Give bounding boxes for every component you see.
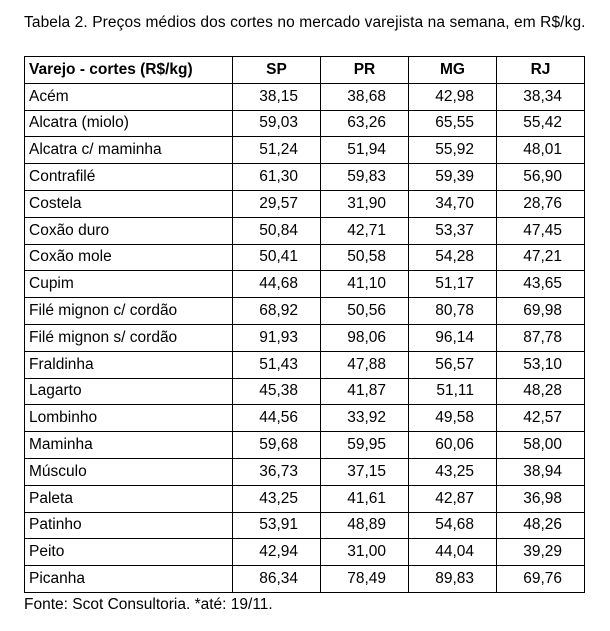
cell-rj: 87,78 [497, 324, 585, 351]
cell-rj: 48,01 [497, 137, 585, 164]
header-cut: Varejo - cortes (R$/kg) [25, 57, 233, 84]
cell-sp: 68,92 [233, 298, 321, 325]
cell-sp: 44,56 [233, 405, 321, 432]
table-row [25, 110, 585, 137]
cell-sp: 59,03 [233, 110, 321, 137]
cell-cut-name: Costela [25, 190, 233, 217]
cell-sp: 51,24 [233, 137, 321, 164]
cell-rj: 47,21 [497, 244, 585, 271]
cell-sp: 59,68 [233, 432, 321, 459]
table-row [25, 164, 585, 191]
cell-mg: 54,28 [409, 244, 497, 271]
table-header-row [25, 57, 585, 84]
table-row [25, 298, 585, 325]
cell-mg: 56,57 [409, 351, 497, 378]
cell-rj: 58,00 [497, 432, 585, 459]
cell-sp: 44,68 [233, 271, 321, 298]
table-row [25, 324, 585, 351]
cell-mg: 34,70 [409, 190, 497, 217]
cell-cut-name: Alcatra c/ maminha [25, 137, 233, 164]
cell-cut-name: Picanha [25, 566, 233, 593]
cell-cut-name: Filé mignon c/ cordão [25, 298, 233, 325]
cell-mg: 96,14 [409, 324, 497, 351]
cell-cut-name: Fraldinha [25, 351, 233, 378]
cell-mg: 42,98 [409, 83, 497, 110]
header-mg: MG [409, 57, 497, 84]
cell-pr: 78,49 [321, 566, 409, 593]
cell-rj: 43,65 [497, 271, 585, 298]
cell-pr: 48,89 [321, 512, 409, 539]
cell-rj: 48,28 [497, 378, 585, 405]
table-row [25, 539, 585, 566]
table-row [25, 512, 585, 539]
cell-rj: 69,98 [497, 298, 585, 325]
cell-rj: 36,98 [497, 485, 585, 512]
header-sp: SP [233, 57, 321, 84]
table-row [25, 271, 585, 298]
cell-rj: 42,57 [497, 405, 585, 432]
cell-sp: 91,93 [233, 324, 321, 351]
cell-cut-name: Músculo [25, 458, 233, 485]
cell-cut-name: Contrafilé [25, 164, 233, 191]
table-row [25, 83, 585, 110]
table-row [25, 137, 585, 164]
cell-rj: 48,26 [497, 512, 585, 539]
table-row [25, 458, 585, 485]
cell-sp: 50,41 [233, 244, 321, 271]
cell-sp: 43,25 [233, 485, 321, 512]
cell-mg: 53,37 [409, 217, 497, 244]
cell-pr: 51,94 [321, 137, 409, 164]
table-row [25, 432, 585, 459]
cell-cut-name: Peito [25, 539, 233, 566]
table-row [25, 217, 585, 244]
table-row [25, 405, 585, 432]
cell-pr: 42,71 [321, 217, 409, 244]
cell-mg: 60,06 [409, 432, 497, 459]
cell-pr: 33,92 [321, 405, 409, 432]
cell-pr: 41,87 [321, 378, 409, 405]
cell-mg: 51,11 [409, 378, 497, 405]
cell-cut-name: Lagarto [25, 378, 233, 405]
cell-rj: 53,10 [497, 351, 585, 378]
cell-sp: 61,30 [233, 164, 321, 191]
cell-rj: 38,94 [497, 458, 585, 485]
cell-pr: 59,83 [321, 164, 409, 191]
cell-cut-name: Acém [25, 83, 233, 110]
table-row [25, 351, 585, 378]
cell-mg: 51,17 [409, 271, 497, 298]
cell-rj: 56,90 [497, 164, 585, 191]
table-row [25, 190, 585, 217]
cell-mg: 54,68 [409, 512, 497, 539]
cell-pr: 38,68 [321, 83, 409, 110]
cell-mg: 80,78 [409, 298, 497, 325]
cell-sp: 86,34 [233, 566, 321, 593]
cell-rj: 28,76 [497, 190, 585, 217]
table-row [25, 244, 585, 271]
cell-pr: 41,10 [321, 271, 409, 298]
source-note: Fonte: Scot Consultoria. *até: 19/11. [24, 596, 273, 613]
table-row [25, 566, 585, 593]
price-table [24, 56, 585, 593]
cell-mg: 59,39 [409, 164, 497, 191]
cell-mg: 55,92 [409, 137, 497, 164]
cell-mg: 44,04 [409, 539, 497, 566]
cell-cut-name: Patinho [25, 512, 233, 539]
cell-mg: 89,83 [409, 566, 497, 593]
cell-cut-name: Alcatra (miolo) [25, 110, 233, 137]
cell-cut-name: Cupim [25, 271, 233, 298]
cell-sp: 45,38 [233, 378, 321, 405]
cell-rj: 69,76 [497, 566, 585, 593]
cell-pr: 37,15 [321, 458, 409, 485]
cell-cut-name: Maminha [25, 432, 233, 459]
cell-pr: 47,88 [321, 351, 409, 378]
cell-cut-name: Coxão mole [25, 244, 233, 271]
cell-sp: 51,43 [233, 351, 321, 378]
header-pr: PR [321, 57, 409, 84]
cell-sp: 53,91 [233, 512, 321, 539]
cell-sp: 50,84 [233, 217, 321, 244]
cell-mg: 65,55 [409, 110, 497, 137]
header-rj: RJ [497, 57, 585, 84]
cell-pr: 31,00 [321, 539, 409, 566]
cell-pr: 31,90 [321, 190, 409, 217]
cell-pr: 50,58 [321, 244, 409, 271]
cell-sp: 38,15 [233, 83, 321, 110]
cell-pr: 50,56 [321, 298, 409, 325]
cell-mg: 49,58 [409, 405, 497, 432]
cell-mg: 42,87 [409, 485, 497, 512]
table-body [25, 83, 585, 592]
table-caption: Tabela 2. Preços médios dos cortes no mercado varejista na semana, em R$/kg. [24, 14, 586, 31]
cell-pr: 59,95 [321, 432, 409, 459]
cell-cut-name: Paleta [25, 485, 233, 512]
cell-pr: 98,06 [321, 324, 409, 351]
cell-rj: 38,34 [497, 83, 585, 110]
cell-rj: 47,45 [497, 217, 585, 244]
cell-mg: 43,25 [409, 458, 497, 485]
cell-cut-name: Coxão duro [25, 217, 233, 244]
cell-sp: 42,94 [233, 539, 321, 566]
cell-rj: 39,29 [497, 539, 585, 566]
table-row [25, 485, 585, 512]
cell-pr: 41,61 [321, 485, 409, 512]
table-row [25, 378, 585, 405]
cell-pr: 63,26 [321, 110, 409, 137]
cell-sp: 36,73 [233, 458, 321, 485]
cell-rj: 55,42 [497, 110, 585, 137]
cell-cut-name: Lombinho [25, 405, 233, 432]
cell-sp: 29,57 [233, 190, 321, 217]
cell-cut-name: Filé mignon s/ cordão [25, 324, 233, 351]
